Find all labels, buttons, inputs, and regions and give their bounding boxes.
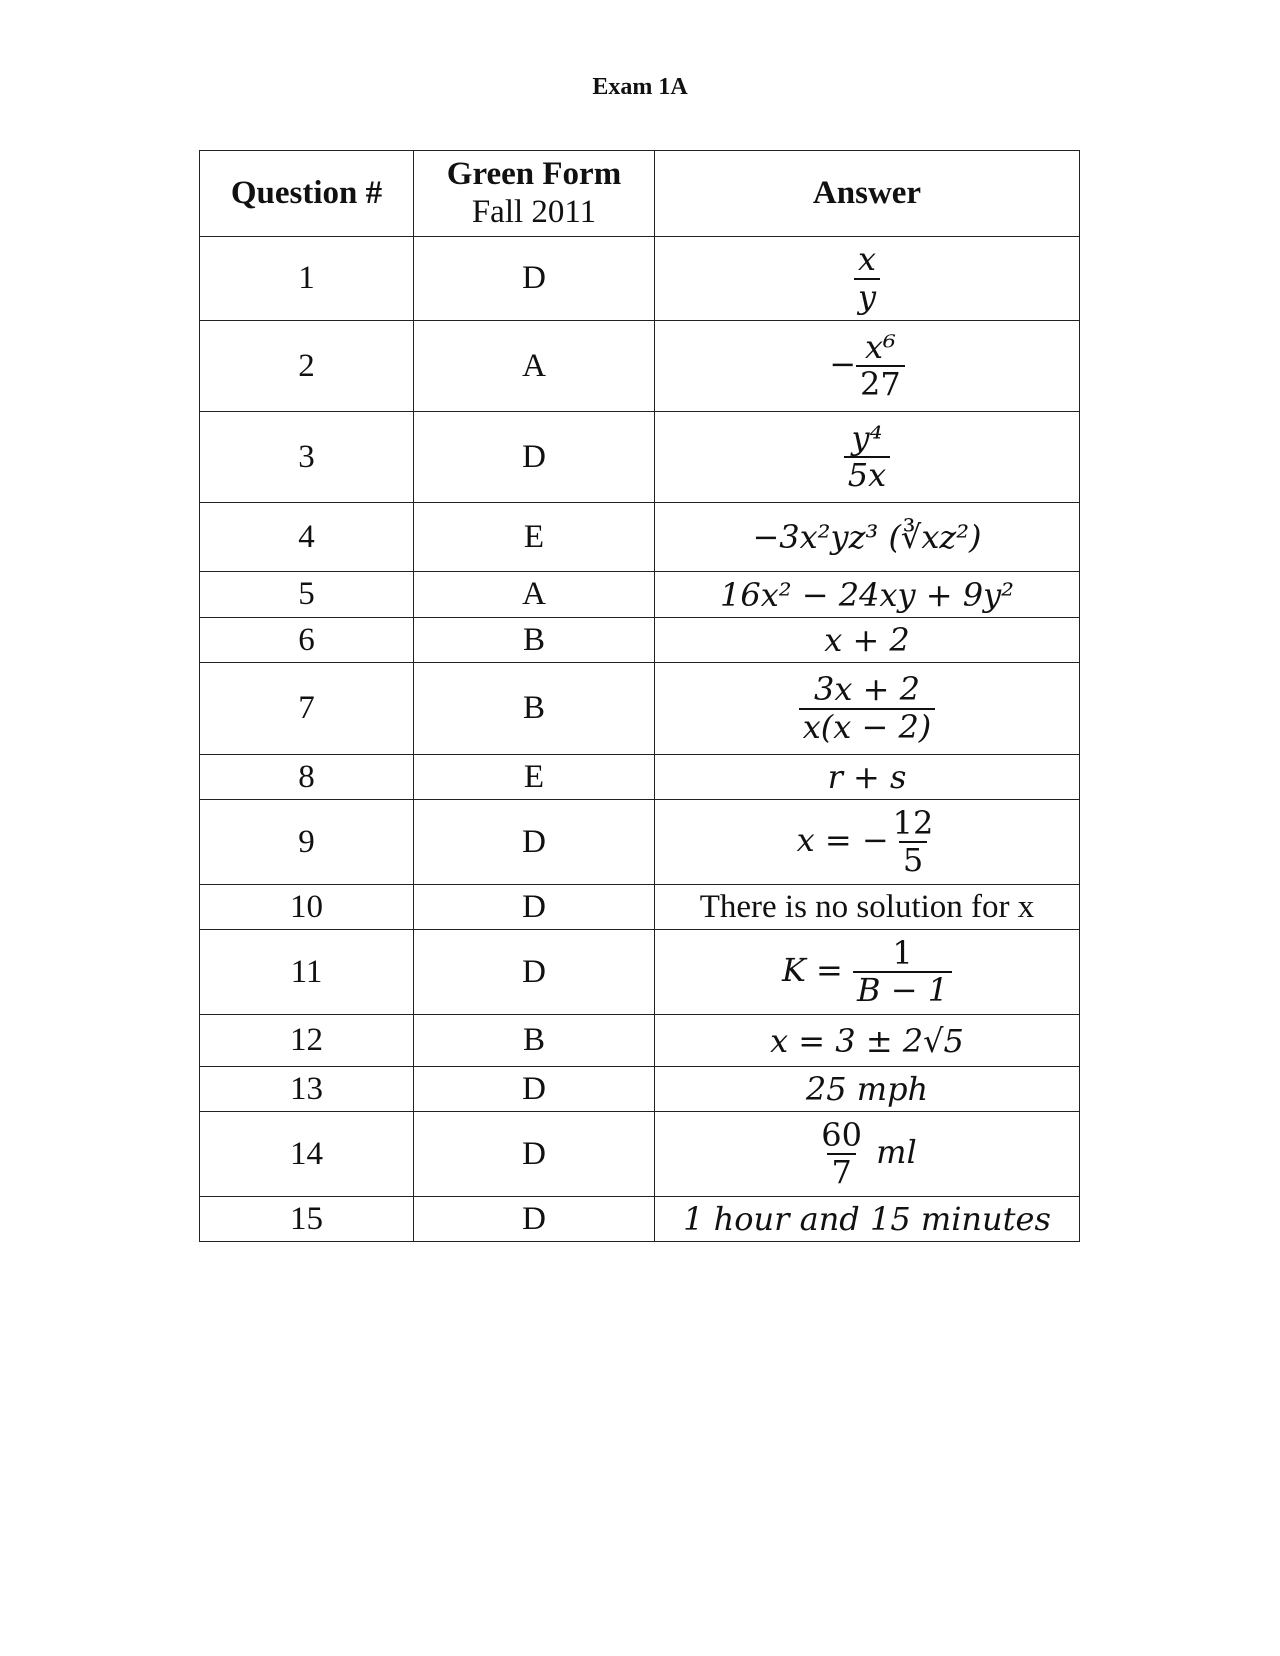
answer-cell: $\frac{60}{7}$ ml [655, 1112, 1080, 1197]
answer-cell [655, 755, 1080, 800]
form-header [414, 151, 655, 237]
answer-key-table [199, 150, 1080, 1242]
answer-letter: B [414, 618, 655, 663]
answer-cell [655, 503, 1080, 572]
answer-letter: D [414, 1197, 655, 1242]
question-number: 5 [200, 572, 414, 618]
answer-letter: D [414, 1112, 655, 1197]
form-name: Green Form [446, 155, 622, 192]
question-number: 6 [200, 618, 414, 663]
fraction: $\frac{3x + 2}{x(x - 2)}$ [799, 672, 936, 744]
question-number: 10 [200, 885, 414, 930]
question-number: 12 [200, 1015, 414, 1067]
fraction: $\frac{12}{5}$ [892, 803, 934, 879]
answer-expression: x = 3 ± 2√5 [770, 1021, 964, 1060]
table-row [200, 663, 1080, 755]
answer-letter: A [414, 572, 655, 618]
answer-letter: D [414, 885, 655, 930]
answer-cell: K = $\frac{1}{B - 1}$ [655, 930, 1080, 1015]
answer-letter: D [414, 930, 655, 1015]
question-number: 9 [200, 800, 414, 885]
table-row [200, 1015, 1080, 1067]
answer-cell [655, 1067, 1080, 1112]
table-row [200, 572, 1080, 618]
table-row [200, 503, 1080, 572]
table-row [200, 237, 1080, 321]
page-title: Exam 1A [592, 74, 688, 100]
header-row [200, 151, 1080, 237]
answer-expression: 25 mph [805, 1070, 929, 1108]
fraction: $\frac{x}{y}$ [854, 242, 880, 314]
answer-expression: x + 2 [824, 621, 910, 659]
table-row [200, 412, 1080, 503]
answer-letter: E [414, 755, 655, 800]
table-row [200, 1067, 1080, 1112]
answer-letter: D [414, 412, 655, 503]
answer-letter: B [414, 663, 655, 755]
answer-cell [655, 572, 1080, 618]
fraction: $\frac{\text{y⁴}}{5x}$ [844, 421, 890, 493]
table-row [200, 755, 1080, 800]
table-row [200, 618, 1080, 663]
answer-cell [655, 663, 1080, 755]
answer-cell [655, 1015, 1080, 1067]
answer-letter: A [414, 321, 655, 412]
fraction: $\frac{\text{x⁶}}{27}$ [856, 330, 905, 402]
question-number: 15 [200, 1197, 414, 1242]
answer-expression: There is no solution for x [699, 888, 1035, 925]
answer-cell [655, 618, 1080, 663]
answer-cell: x = − $\frac{12}{5}$ [655, 800, 1080, 885]
question-number: 3 [200, 412, 414, 503]
answer-letter: D [414, 800, 655, 885]
question-number: 1 [200, 237, 414, 321]
answer-cell [655, 412, 1080, 503]
answer-cell [655, 237, 1080, 321]
table-row [200, 930, 1080, 1015]
form-term: Fall 2011 [471, 193, 597, 230]
answer-expression: r + s [827, 758, 907, 796]
answer-cell: − $\frac{\text{x⁶}}{27}$ [655, 321, 1080, 412]
question-number: 2 [200, 321, 414, 412]
table-row [200, 1197, 1080, 1242]
answer-letter: D [414, 237, 655, 321]
question-number: 11 [200, 930, 414, 1015]
answer-letter: D [414, 1067, 655, 1112]
answer-letter: B [414, 1015, 655, 1067]
question-number: 14 [200, 1112, 414, 1197]
table-row [200, 1112, 1080, 1197]
answer-expression: 16x² − 24xy + 9y² [719, 575, 1014, 614]
answer-letter: E [414, 503, 655, 572]
answer-header: Answer [655, 151, 1080, 237]
table-row [200, 885, 1080, 930]
question-number-header: Question # [200, 151, 414, 237]
fraction: $\frac{1}{B - 1}$ [853, 936, 952, 1008]
fraction: $\frac{60}{7}$ [821, 1115, 862, 1191]
table-row [200, 800, 1080, 885]
table-row [200, 321, 1080, 412]
answer-cell [655, 1197, 1080, 1242]
answer-expression: −3x²yz³ (∛xz²) [752, 518, 982, 556]
question-number: 8 [200, 755, 414, 800]
question-number: 13 [200, 1067, 414, 1112]
answer-expression: 1 hour and 15 minutes [683, 1200, 1051, 1238]
question-number: 4 [200, 503, 414, 572]
answer-cell [655, 885, 1080, 930]
question-number: 7 [200, 663, 414, 755]
